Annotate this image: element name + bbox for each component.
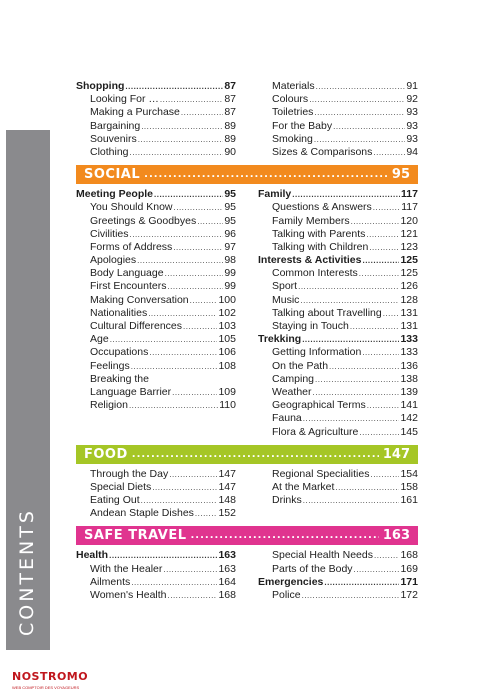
entry-title: Special Health Needs bbox=[272, 549, 373, 562]
side-tab-label: CONTENTS bbox=[16, 508, 38, 636]
entry-page: 121 bbox=[400, 227, 418, 240]
entry-page: 110 bbox=[219, 399, 236, 412]
dot-leader bbox=[292, 188, 400, 201]
table-of-contents bbox=[76, 80, 418, 602]
entry-page: 93 bbox=[406, 119, 418, 132]
entry-title: Talking about Travelling bbox=[272, 306, 382, 319]
dot-leader bbox=[125, 80, 223, 93]
dot-leader bbox=[154, 188, 223, 201]
dot-leader bbox=[141, 120, 223, 133]
entry-title: Talking with Children bbox=[272, 240, 369, 253]
entry-title: You Should Know bbox=[90, 201, 173, 214]
entry-title: Eating Out bbox=[90, 494, 140, 507]
safe-travel-section bbox=[76, 549, 418, 602]
entry-title: Flora & Agriculture bbox=[272, 425, 359, 438]
nostromo-logo bbox=[6, 664, 92, 698]
entry-page: 141 bbox=[400, 399, 418, 412]
dot-leader bbox=[335, 481, 399, 494]
dot-leader bbox=[354, 563, 400, 576]
dot-leader bbox=[165, 267, 224, 280]
safe-travel-left-column bbox=[76, 549, 236, 602]
shopping-section bbox=[76, 80, 418, 159]
dot-leader bbox=[314, 133, 405, 146]
entry-title: Ailments bbox=[90, 575, 131, 588]
entry-page: 171 bbox=[400, 575, 418, 588]
toc-entry[interactable] bbox=[258, 106, 418, 119]
toc-entry[interactable] bbox=[76, 576, 236, 589]
entry-page: 152 bbox=[218, 507, 236, 520]
toc-heading-entry[interactable] bbox=[258, 254, 418, 267]
entry-page: 158 bbox=[400, 480, 418, 493]
entry-page: 120 bbox=[400, 214, 418, 227]
entry-title: Nationalities bbox=[90, 306, 148, 319]
social-section bbox=[76, 188, 418, 439]
entry-title: Making Conversation bbox=[90, 293, 189, 306]
safe-travel-banner[interactable] bbox=[76, 526, 418, 545]
toc-entry[interactable] bbox=[76, 201, 236, 214]
dot-leader bbox=[370, 468, 399, 481]
dot-leader bbox=[190, 294, 218, 307]
entry-page: 94 bbox=[406, 145, 418, 158]
entry-page: 99 bbox=[224, 280, 236, 293]
entry-page: 103 bbox=[218, 320, 236, 332]
entry-title: Drinks bbox=[272, 494, 302, 507]
dot-leader bbox=[362, 346, 399, 359]
dot-leader bbox=[149, 346, 217, 359]
dot-leader bbox=[300, 294, 399, 307]
safe-travel-right-column bbox=[258, 549, 418, 602]
entry-page: 147 bbox=[218, 467, 236, 480]
toc-entry[interactable] bbox=[258, 320, 418, 333]
entry-page: 136 bbox=[400, 359, 418, 372]
banner-title: SAFE TRAVEL bbox=[84, 528, 187, 544]
entry-title: Camping bbox=[272, 372, 315, 385]
entry-page: 168 bbox=[400, 549, 418, 562]
entry-title: Sport bbox=[272, 280, 298, 293]
banner-page: 95 bbox=[391, 167, 410, 183]
dot-leader bbox=[173, 241, 223, 254]
entry-title: Body Language bbox=[90, 267, 164, 280]
social-right-column bbox=[258, 188, 418, 439]
toc-entry[interactable] bbox=[76, 507, 236, 520]
dot-leader bbox=[369, 241, 399, 254]
entry-page: 172 bbox=[400, 589, 418, 601]
logo-title: NOSTROMO bbox=[12, 670, 89, 683]
entry-page: 89 bbox=[224, 119, 236, 132]
entry-title: Regional Specialities bbox=[272, 467, 370, 480]
entry-page: 142 bbox=[400, 412, 418, 425]
toc-entry[interactable] bbox=[258, 589, 418, 602]
dot-leader bbox=[132, 449, 379, 460]
toc-entry[interactable] bbox=[258, 426, 418, 439]
dot-leader bbox=[366, 228, 399, 241]
dot-leader bbox=[374, 549, 399, 562]
entry-title: Forms of Address bbox=[90, 240, 173, 253]
toc-entry[interactable] bbox=[258, 563, 418, 576]
entry-page: 117 bbox=[401, 201, 418, 214]
dot-leader bbox=[197, 215, 223, 228]
toc-entry[interactable] bbox=[76, 333, 236, 346]
entry-page: 93 bbox=[406, 106, 418, 119]
entry-title: Clothing bbox=[90, 145, 129, 158]
dot-leader bbox=[144, 169, 388, 180]
entry-title: Parts of the Body bbox=[272, 562, 353, 575]
dot-leader bbox=[163, 563, 217, 576]
toc-entry[interactable] bbox=[76, 373, 236, 386]
dot-leader bbox=[172, 386, 217, 399]
entry-page: 163 bbox=[218, 549, 236, 562]
entry-title: Meeting People bbox=[76, 188, 154, 201]
toc-entry[interactable] bbox=[76, 320, 236, 333]
dot-leader bbox=[313, 386, 400, 399]
entry-page: 138 bbox=[400, 372, 418, 385]
entry-title: Through the Day bbox=[90, 467, 169, 480]
toc-entry[interactable] bbox=[258, 360, 418, 373]
entry-title: Souvenirs bbox=[90, 132, 137, 145]
toc-entry[interactable] bbox=[76, 346, 236, 359]
toc-entry[interactable] bbox=[258, 386, 418, 399]
toc-entry[interactable] bbox=[258, 549, 418, 562]
toc-entry[interactable] bbox=[76, 399, 236, 412]
entry-title: Sizes & Comparisons bbox=[272, 145, 373, 158]
toc-entry[interactable] bbox=[76, 241, 236, 254]
dot-leader bbox=[174, 201, 224, 214]
entry-title: Cultural Differences bbox=[90, 320, 183, 332]
toc-entry[interactable] bbox=[76, 267, 236, 280]
entry-page: 100 bbox=[218, 293, 236, 306]
social-left-column bbox=[76, 188, 236, 439]
entry-title: For the Baby bbox=[272, 119, 333, 132]
dot-leader bbox=[137, 254, 223, 267]
entry-page: 161 bbox=[400, 494, 418, 507]
entry-title: Police bbox=[272, 589, 301, 601]
dot-leader bbox=[350, 320, 400, 333]
toc-entry[interactable] bbox=[76, 294, 236, 307]
entry-page: 133 bbox=[400, 333, 418, 346]
entry-title: Interests & Activities bbox=[258, 254, 362, 267]
entry-title: Trekking bbox=[258, 333, 302, 346]
toc-entry[interactable] bbox=[76, 481, 236, 494]
entry-page: 126 bbox=[400, 280, 418, 293]
entry-page: 102 bbox=[218, 306, 236, 319]
toc-entry[interactable] bbox=[258, 80, 418, 93]
entry-title: Shopping bbox=[76, 80, 125, 92]
dot-leader bbox=[110, 333, 218, 346]
dot-leader bbox=[362, 254, 399, 267]
food-right-column bbox=[258, 468, 418, 521]
dot-leader bbox=[303, 412, 400, 425]
toc-entry[interactable] bbox=[76, 228, 236, 241]
toc-entry[interactable] bbox=[258, 412, 418, 425]
dot-leader bbox=[183, 320, 217, 333]
dot-leader bbox=[129, 399, 218, 412]
entry-title: Women's Health bbox=[90, 589, 167, 601]
entry-page: 95 bbox=[224, 214, 236, 227]
toc-entry[interactable] bbox=[258, 228, 418, 241]
toc-entry[interactable] bbox=[76, 93, 236, 106]
toc-entry[interactable] bbox=[258, 146, 418, 159]
dot-leader bbox=[131, 576, 217, 589]
dot-leader bbox=[160, 93, 223, 106]
entry-title: Religion bbox=[90, 399, 128, 412]
entry-title: Apologies bbox=[90, 254, 137, 267]
toc-heading-entry[interactable] bbox=[258, 576, 418, 589]
entry-title: Feelings bbox=[90, 359, 130, 372]
entry-title: Breaking the bbox=[90, 372, 149, 385]
toc-entry[interactable] bbox=[258, 201, 418, 214]
dot-leader bbox=[309, 93, 405, 106]
dot-leader bbox=[302, 333, 399, 346]
banner-title: FOOD bbox=[84, 446, 128, 462]
entry-page: 98 bbox=[224, 254, 236, 267]
dot-leader bbox=[329, 360, 399, 373]
dot-leader bbox=[109, 549, 217, 562]
entry-title: Greetings & Goodbyes bbox=[90, 214, 197, 227]
entry-page: 87 bbox=[224, 106, 236, 119]
dot-leader bbox=[148, 307, 217, 320]
dot-leader bbox=[302, 589, 400, 602]
dot-leader bbox=[367, 399, 400, 412]
banner-page: 147 bbox=[382, 446, 410, 462]
entry-title: Staying in Touch bbox=[272, 320, 349, 332]
toc-entry[interactable] bbox=[76, 360, 236, 373]
entry-page: 117 bbox=[401, 188, 418, 201]
toc-entry[interactable] bbox=[76, 146, 236, 159]
entry-page: 168 bbox=[218, 589, 236, 601]
logo-subtitle: WEB COMPTOIR DES VOYAGEURS bbox=[12, 685, 80, 690]
entry-title: Smoking bbox=[272, 132, 313, 145]
dot-leader bbox=[373, 146, 405, 159]
toc-entry[interactable] bbox=[258, 133, 418, 146]
entry-page: 105 bbox=[218, 333, 236, 346]
toc-entry[interactable] bbox=[258, 241, 418, 254]
dot-leader bbox=[152, 481, 217, 494]
toc-entry[interactable] bbox=[258, 481, 418, 494]
entry-title: Age bbox=[90, 333, 109, 346]
dot-leader bbox=[298, 280, 399, 293]
entry-title: Bargaining bbox=[90, 119, 141, 132]
toc-entry[interactable] bbox=[76, 563, 236, 576]
entry-title: Special Diets bbox=[90, 480, 152, 493]
dot-leader bbox=[314, 106, 405, 119]
entry-title: Getting Information bbox=[272, 346, 362, 359]
banner-page: 163 bbox=[382, 528, 410, 544]
dot-leader bbox=[169, 468, 217, 481]
dot-leader bbox=[130, 146, 224, 159]
entry-page: 128 bbox=[400, 293, 418, 306]
dot-leader bbox=[315, 373, 399, 386]
toc-entry[interactable] bbox=[76, 120, 236, 133]
dot-leader bbox=[316, 80, 406, 93]
toc-entry[interactable] bbox=[258, 215, 418, 228]
toc-entry[interactable] bbox=[258, 280, 418, 293]
banner-title: SOCIAL bbox=[84, 167, 141, 183]
entry-title: Colours bbox=[272, 93, 309, 106]
entry-title: Occupations bbox=[90, 346, 149, 359]
contents-side-tab bbox=[6, 130, 50, 650]
entry-page: 95 bbox=[224, 201, 236, 214]
dot-leader bbox=[195, 507, 218, 520]
entry-title: Looking For … bbox=[90, 93, 159, 106]
entry-title: On the Path bbox=[272, 359, 329, 372]
dot-leader bbox=[359, 426, 399, 439]
food-banner[interactable] bbox=[76, 445, 418, 464]
entry-title: Toiletries bbox=[272, 106, 314, 119]
entry-title: Questions & Answers bbox=[272, 201, 372, 214]
toc-entry[interactable] bbox=[258, 294, 418, 307]
dot-leader bbox=[351, 215, 400, 228]
entry-title: Family bbox=[258, 188, 292, 201]
toc-heading-entry[interactable] bbox=[76, 80, 236, 93]
entry-page: 131 bbox=[400, 306, 418, 319]
entry-page: 93 bbox=[406, 132, 418, 145]
entry-page: 91 bbox=[406, 80, 418, 92]
entry-title: Geographical Terms bbox=[272, 399, 366, 412]
dot-leader bbox=[131, 360, 218, 373]
entry-page: 139 bbox=[400, 385, 418, 398]
entry-page: 131 bbox=[400, 320, 418, 332]
entry-page: 147 bbox=[218, 480, 236, 493]
entry-title: Materials bbox=[272, 80, 315, 92]
entry-page: 87 bbox=[224, 80, 236, 92]
entry-title: First Encounters bbox=[90, 280, 167, 293]
entry-page: 95 bbox=[224, 188, 236, 201]
toc-entry[interactable] bbox=[76, 106, 236, 119]
entry-title: At the Market bbox=[272, 480, 335, 493]
entry-title: Music bbox=[272, 293, 300, 306]
dot-leader bbox=[141, 494, 218, 507]
toc-entry[interactable] bbox=[258, 373, 418, 386]
toc-entry[interactable] bbox=[258, 307, 418, 320]
entry-page: 169 bbox=[400, 562, 418, 575]
entry-page: 125 bbox=[400, 267, 418, 280]
dot-leader bbox=[303, 494, 400, 507]
entry-page: 87 bbox=[224, 93, 236, 106]
entry-page: 125 bbox=[400, 254, 418, 267]
entry-page: 97 bbox=[224, 240, 236, 253]
toc-heading-entry[interactable] bbox=[76, 188, 236, 201]
toc-entry[interactable] bbox=[258, 120, 418, 133]
entry-title: Language Barrier bbox=[90, 385, 172, 398]
entry-page: 154 bbox=[400, 467, 418, 480]
entry-title: Fauna bbox=[272, 412, 302, 425]
dot-leader bbox=[191, 530, 379, 541]
dot-leader bbox=[168, 589, 218, 602]
entry-page: 96 bbox=[224, 227, 236, 240]
dot-leader bbox=[167, 280, 223, 293]
entry-page: 106 bbox=[218, 346, 236, 359]
shopping-right-column bbox=[258, 80, 418, 159]
entry-title: Andean Staple Dishes bbox=[90, 507, 194, 520]
dot-leader bbox=[383, 307, 400, 320]
dot-leader bbox=[373, 201, 400, 214]
toc-entry[interactable] bbox=[76, 468, 236, 481]
toc-entry[interactable] bbox=[76, 254, 236, 267]
toc-heading-entry[interactable] bbox=[76, 549, 236, 562]
toc-entry[interactable] bbox=[76, 280, 236, 293]
entry-page: 108 bbox=[218, 359, 236, 372]
entry-page: 145 bbox=[400, 425, 418, 438]
toc-entry[interactable] bbox=[76, 307, 236, 320]
toc-entry[interactable] bbox=[76, 215, 236, 228]
toc-entry[interactable] bbox=[258, 93, 418, 106]
entry-title: Making a Purchase bbox=[90, 106, 180, 119]
entry-title: Common Interests bbox=[272, 267, 358, 280]
entry-page: 99 bbox=[224, 267, 236, 280]
toc-entry[interactable] bbox=[258, 399, 418, 412]
dot-leader bbox=[138, 133, 224, 146]
entry-page: 163 bbox=[218, 562, 236, 575]
toc-entry[interactable] bbox=[76, 133, 236, 146]
entry-title: Civilities bbox=[90, 227, 129, 240]
entry-page: 133 bbox=[400, 346, 418, 359]
entry-page: 148 bbox=[218, 494, 236, 507]
toc-entry[interactable] bbox=[76, 494, 236, 507]
entry-title: With the Healer bbox=[90, 562, 163, 575]
entry-page: 89 bbox=[224, 132, 236, 145]
entry-page: 109 bbox=[218, 385, 236, 398]
entry-title: Talking with Parents bbox=[272, 227, 366, 240]
toc-entry[interactable] bbox=[76, 589, 236, 602]
entry-title: Family Members bbox=[272, 214, 350, 227]
toc-entry[interactable] bbox=[258, 346, 418, 359]
entry-title: Weather bbox=[272, 385, 312, 398]
toc-entry[interactable] bbox=[76, 386, 236, 399]
entry-page: 123 bbox=[400, 240, 418, 253]
shopping-left-column bbox=[76, 80, 236, 159]
toc-entry[interactable] bbox=[258, 468, 418, 481]
dot-leader bbox=[359, 267, 400, 280]
food-left-column bbox=[76, 468, 236, 521]
entry-page: 90 bbox=[224, 145, 236, 158]
entry-page: 92 bbox=[406, 93, 418, 106]
dot-leader bbox=[324, 576, 399, 589]
entry-page: 164 bbox=[218, 575, 236, 588]
social-banner[interactable] bbox=[76, 165, 418, 184]
entry-title: Health bbox=[76, 549, 109, 562]
entry-title: Emergencies bbox=[258, 575, 324, 588]
dot-leader bbox=[333, 120, 405, 133]
dot-leader bbox=[181, 106, 223, 119]
toc-entry[interactable] bbox=[258, 267, 418, 280]
toc-heading-entry[interactable] bbox=[258, 188, 418, 201]
food-section bbox=[76, 468, 418, 521]
toc-heading-entry[interactable] bbox=[258, 333, 418, 346]
dot-leader bbox=[130, 228, 224, 241]
toc-entry[interactable] bbox=[258, 494, 418, 507]
